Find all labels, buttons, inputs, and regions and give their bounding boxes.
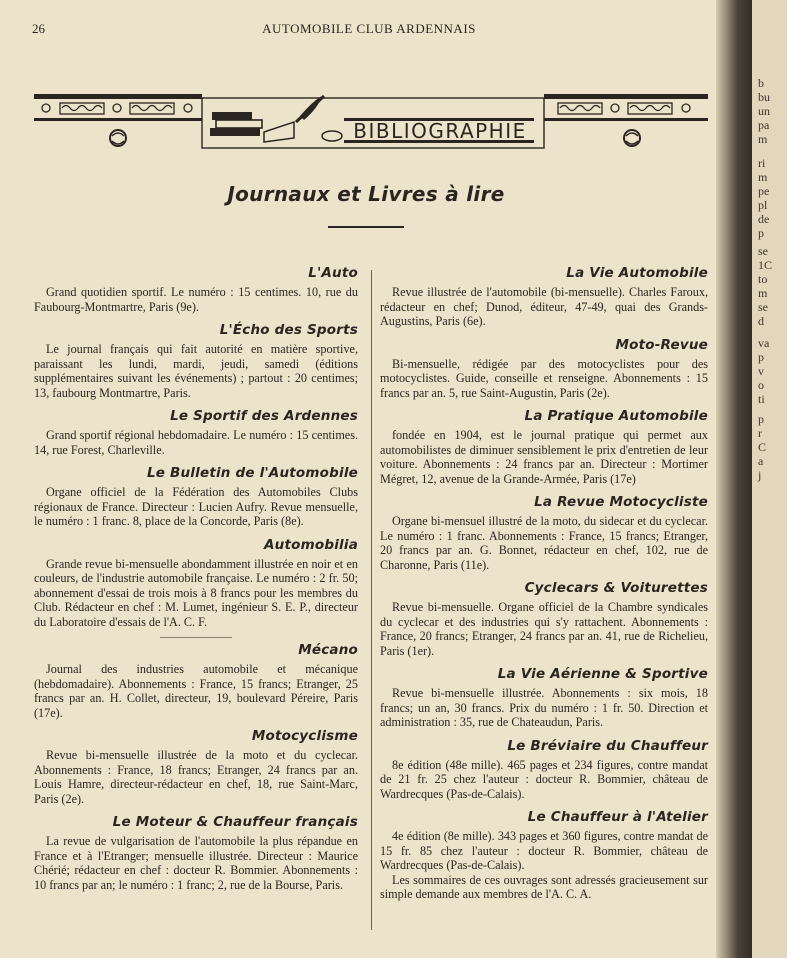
list-item xyxy=(34,465,358,529)
list-item xyxy=(34,728,358,806)
list-item xyxy=(380,408,708,486)
list-item xyxy=(34,814,358,892)
list-item xyxy=(380,738,708,802)
list-item xyxy=(380,494,708,572)
entry-title: Moto-Revue xyxy=(615,336,708,353)
entry-body: Le journal français qui fait autorité en matière sportive, paraissant les lundi, mardi, jeudi, samedi (éditions supplémentaires suivant les événements) ; partout : 20 centimes; 13, faubourg Montmartre, Paris. xyxy=(34,342,358,400)
fragment-text: un xyxy=(758,104,770,118)
list-item xyxy=(34,265,358,314)
fragment-text: r xyxy=(758,426,762,440)
list-item xyxy=(34,408,358,457)
fragment-text: ri xyxy=(758,156,766,170)
fragment-text: pa xyxy=(758,118,770,132)
fragment-text: de xyxy=(758,212,770,226)
entry-title: Automobilia xyxy=(264,536,358,553)
fragment-text: m xyxy=(758,170,768,184)
list-item xyxy=(380,809,708,902)
list-item xyxy=(380,666,708,730)
entry-title: Le Sportif des Ardennes xyxy=(170,408,358,424)
list-item xyxy=(34,642,358,720)
fragment-text: p xyxy=(758,350,764,364)
fragment-text: p xyxy=(758,226,764,240)
list-item xyxy=(380,337,708,401)
fragment-text: v xyxy=(758,364,764,378)
entry-body: Revue bi-mensuelle illustrée de la moto et du cyclecar. Abonnements : France, 18 francs; Etranger, 24 francs par an. Louis Hamre, directeur-rédacteur en chef, 18, rue Saint-Marc, Paris (2e). xyxy=(34,748,358,806)
bibliographie-banner xyxy=(34,92,708,152)
entry-body: Bi-mensuelle, rédigée par des motocyclistes pour des motocyclistes. Guide, conseille et renseigne. Abonnements : 15 francs par an. 5, rue Saint-Augustin, Paris (2e). xyxy=(380,356,708,400)
entry-body: Revue bi-mensuelle illustrée. Abonnements : six mois, 18 francs; un an, 30 francs. Prix du numéro : 1 fr. 50. Direction et administration : 35, rue de Chateaudun, Paris. xyxy=(380,686,708,729)
fragment-text: b xyxy=(758,76,764,90)
entry-title: La Vie Automobile xyxy=(566,265,708,281)
fragment-text: 1C xyxy=(758,258,773,272)
fragment-text: j xyxy=(758,468,762,482)
entry-title: Motocyclisme xyxy=(251,728,358,744)
fragment-text: m xyxy=(758,286,768,300)
list-item xyxy=(380,265,708,329)
entry-title: Le Bulletin de l'Automobile xyxy=(146,465,358,481)
right-emblem-icon xyxy=(624,130,640,146)
fragment-text: bu xyxy=(758,90,770,104)
entry-body: Revue illustrée de l'automobile (bi-mensuelle). Charles Faroux, rédacteur en chef; Dunod, éditeur, 47-49, quai des Grands-Augustins, Paris (6e). xyxy=(380,285,708,328)
fragment-text: d xyxy=(758,314,764,328)
fragment-text: pe xyxy=(758,184,770,198)
right-column xyxy=(380,265,708,910)
facing-page-edge xyxy=(752,0,787,958)
left-column xyxy=(34,265,358,900)
fragment-text: va xyxy=(758,336,770,350)
entry-body: La revue de vulgarisation de l'automobile la plus répandue en France et à l'Etranger; mensuelle illustrée. Directeur : Maurice Chérié; rédacteur en chef : docteur R. Bommier. Abonnements : 10 francs par an; le numéro : 1 franc; 2, rue de la Bourse, Paris. xyxy=(34,834,358,892)
book-gutter xyxy=(716,0,756,958)
fragment-text: ti xyxy=(758,392,765,406)
entry-body: Journal des industries automobile et mécanique (hebdomadaire). Abonnements : France, 15 francs; Etranger, 25 francs par an. H. Collet, directeur, 19, boulevard Péreire, Paris (17e). xyxy=(34,662,358,720)
fragment-text: m xyxy=(758,132,768,146)
page-number: 26 xyxy=(32,21,45,36)
entry-title: Mécano xyxy=(298,642,358,658)
column-divider xyxy=(371,270,372,930)
page-title: Journaux et Livres à lire xyxy=(227,182,505,206)
entry-title: Le Moteur & Chauffeur français xyxy=(112,814,358,830)
entry-title: L'Auto xyxy=(308,265,358,281)
entry-title: La Pratique Automobile xyxy=(524,408,708,424)
page-header xyxy=(24,21,714,39)
entry-body: Grand quotidien sportif. Le numéro : 15 centimes. 10, rue du Faubourg-Montmartre, Paris (9e). xyxy=(34,285,358,314)
fragment-text: p xyxy=(758,412,764,426)
entry-title: L'Écho des Sports xyxy=(219,322,358,338)
fragment-text: o xyxy=(758,378,764,392)
fragment-text: se xyxy=(758,244,768,258)
running-title: AUTOMOBILE CLUB ARDENNAIS xyxy=(262,21,476,36)
fragment-text: to xyxy=(758,272,768,286)
entry-title: Le Bréviaire du Chauffeur xyxy=(507,737,708,754)
entry-body: fondée en 1904, est le journal pratique qui permet aux automobilistes de diminuer sensiblement le prix d'entretien de leur voiture. Abonnements : 24 francs par an. Directeur : Mortimer Mégret, 12, avenue de la Grande-Armée, Paris (17e) xyxy=(380,428,708,486)
left-emblem-icon xyxy=(110,130,126,146)
entry-title: La Vie Aérienne & Sportive xyxy=(497,666,708,682)
entry-title: La Revue Motocycliste xyxy=(534,494,708,510)
list-item xyxy=(34,537,358,630)
fragment-text: C xyxy=(758,440,767,454)
list-item xyxy=(380,580,708,658)
entry-body: Organe officiel de la Fédération des Automobiles Clubs régionaux de France. Directeur : Lucien Aufry. Revue mensuelle, le numéro : 1 franc. 8, place de la Concorde, Paris (8e). xyxy=(34,485,358,528)
entry-body: Grand sportif régional hebdomadaire. Le numéro : 15 centimes. 14, rue Forest, Charleville. xyxy=(34,428,358,457)
fragment-text: pl xyxy=(758,198,768,212)
entry-title: Cyclecars & Voiturettes xyxy=(524,580,708,596)
entry-body: 4e édition (8e mille). 343 pages et 360 figures, contre mandat de 15 fr. 85 chez l'auteur : docteur R. Bommier, château de Wardrecques (Pas-de-Calais). xyxy=(380,829,708,872)
entry-title: Le Chauffeur à l'Atelier xyxy=(527,809,708,825)
entry-body: Grande revue bi-mensuelle abondamment illustrée en noir et en couleurs, de l'industrie automobile française. Le numéro : 2 fr. 50; abonnement d'essai de trois mois à 8 francs pour les membres du Club. Rédacteur en chef : M. Lumet, ingénieur S. E. P., directeur du Laboratoire d'essais de l'A. C. F. xyxy=(34,556,358,629)
list-item xyxy=(34,322,358,400)
fragment-text: se xyxy=(758,300,768,314)
books-quill-icon xyxy=(210,96,342,142)
entry-separator xyxy=(160,637,232,638)
banner-label: BIBLIOGRAPHIE xyxy=(353,119,527,143)
entry-body: Organe bi-mensuel illustré de la moto, du sidecar et du cyclecar. Le numéro : 1 franc. Abonnements : France, 15 francs; Etranger, 20 francs par an. G. Bonnet, rédacteur en chef, 102, rue de Charonne, Paris (11e). xyxy=(380,514,708,572)
fragment-text: a xyxy=(758,454,764,468)
entry-note: Les sommaires de ces ouvrages sont adressés gracieusement sur simple demande aux membres de l'A. C. A. xyxy=(380,872,708,901)
title-underline xyxy=(328,226,404,228)
entry-body: 8e édition (48e mille). 465 pages et 234 figures, contre mandat de 21 fr. 25 chez l'auteur : docteur R. Bommier, château de Wardrecques (Pas-de-Calais). xyxy=(380,757,708,801)
entry-body: Revue bi-mensuelle. Organe officiel de la Chambre syndicales du cyclecar et des industries qui s'y rattachent. Abonnements : France, 20 francs; Etranger, 24 francs par an. 41, rue de Richelieu, Paris (1er). xyxy=(380,600,708,658)
